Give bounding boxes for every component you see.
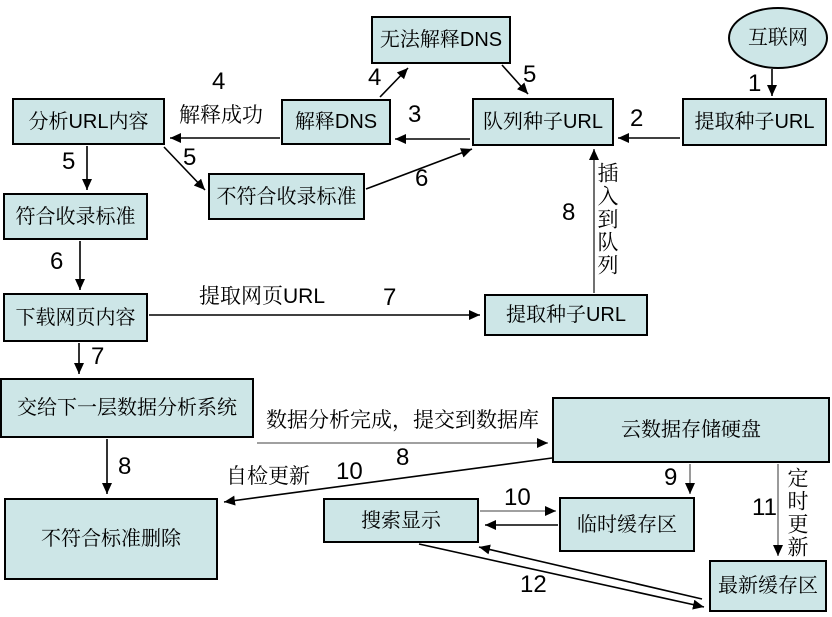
edge-latestcache-to-search	[479, 547, 702, 599]
node-cannot-resolve-dns: 无法解释DNS	[371, 16, 511, 64]
edge-label-step-12: 12	[520, 571, 547, 598]
node-analyze-url-content: 分析URL内容	[12, 98, 165, 145]
node-latest-cache: 最新缓存区	[709, 560, 827, 612]
edge-label-step-3: 3	[408, 101, 422, 128]
edge-label-step-7-extract: 7	[383, 284, 397, 311]
edge-label-step-4-dns-fail: 4	[368, 64, 382, 91]
node-cloud-storage: 云数据存储硬盘	[552, 397, 830, 463]
edge-label-step-10-selfcheck: 10	[336, 458, 363, 485]
node-temp-cache: 临时缓存区	[559, 497, 695, 552]
node-internet: 互联网	[728, 7, 828, 69]
node-extract-seed-url-top: 提取种子URL	[682, 98, 827, 146]
edge-label-step-5-analyze-down: 5	[62, 148, 76, 175]
edge-search-to-latestcache	[419, 544, 704, 607]
node-hand-to-next-layer: 交给下一层数据分析系统	[0, 378, 254, 438]
node-queue-seed-url: 队列种子URL	[472, 98, 614, 146]
node-resolve-dns: 解释DNS	[281, 99, 391, 145]
edge-label-step-8-insert: 8	[562, 199, 576, 226]
edge-label-step-8-submit: 8	[396, 444, 410, 471]
node-delete-nonstandard: 不符合标准删除	[4, 498, 218, 580]
edge-label-self-check-update: 自检更新	[226, 465, 310, 488]
edge-label-step-9: 9	[664, 464, 678, 491]
node-meets-criteria: 符合收录标准	[3, 193, 148, 240]
edge-label-step-1: 1	[748, 70, 762, 97]
edge-dns-to-cannotresolve	[380, 68, 408, 97]
edge-label-step-5-dns-fail: 5	[523, 61, 537, 88]
edge-label-step-6-meets-download: 6	[50, 248, 64, 275]
edge-label-extract-page-url: 提取网页URL	[199, 285, 326, 308]
node-search-display: 搜索显示	[323, 498, 479, 543]
node-download-webpage: 下载网页内容	[3, 293, 148, 342]
edge-label-step-2: 2	[630, 105, 644, 132]
edge-label-step-8-hand-down: 8	[118, 453, 132, 480]
edge-label-step-10-search-cache: 10	[504, 484, 531, 511]
edge-label-insert-to-queue: 插入到队列	[595, 162, 618, 277]
edge-label-resolve-success: 解释成功	[179, 104, 263, 127]
edge-label-analysis-done-submit: 数据分析完成，提交到数据库	[266, 409, 539, 432]
edge-label-step-4-resolve-ok: 4	[212, 68, 226, 95]
node-extract-seed-url-mid: 提取种子URL	[484, 294, 648, 336]
edge-label-step-6-reject-queue: 6	[415, 165, 429, 192]
edge-label-step-5-analyze-reject: 5	[183, 144, 197, 171]
edge-label-scheduled-update: 定时更新	[785, 467, 808, 559]
node-not-meets-criteria: 不符合收录标准	[208, 173, 365, 220]
edge-label-step-7-download: 7	[91, 343, 105, 370]
edge-label-step-11: 11	[752, 494, 777, 521]
